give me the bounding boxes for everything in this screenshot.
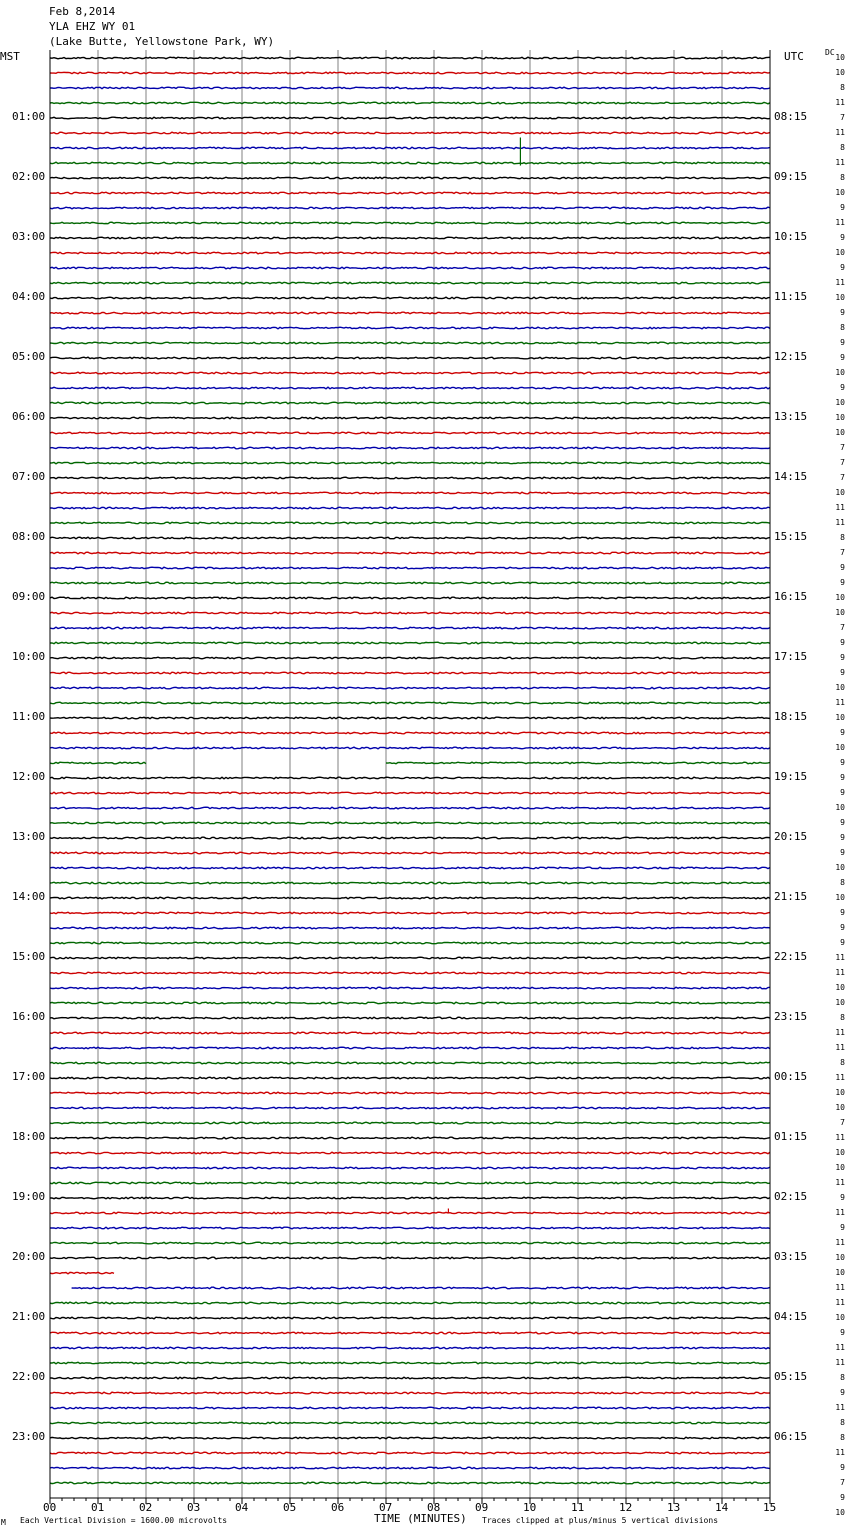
seismic-trace [72,1287,770,1289]
dc-value: 10 [835,488,845,497]
dc-value: 8 [840,1373,845,1382]
left-hour-label: 02:00 [12,170,46,183]
right-hour-label: 23:15 [774,1010,808,1023]
dc-value: 10 [835,713,845,722]
dc-value: 9 [840,848,845,857]
x-tick-label: 15 [763,1501,777,1514]
dc-value: 11 [835,1298,845,1307]
dc-value: 7 [840,1118,845,1127]
x-tick-label: 12 [619,1501,633,1514]
seismic-trace [50,1317,770,1319]
left-hour-label: 04:00 [12,290,46,303]
dc-value: 10 [835,1508,845,1517]
seismic-trace [50,147,770,149]
x-tick-label: 00 [43,1501,57,1514]
x-tick-label: 06 [331,1501,345,1514]
seismic-trace [50,267,770,269]
seismic-trace [50,657,770,659]
right-hour-label: 16:15 [774,590,808,603]
x-tick-label: 14 [715,1501,729,1514]
dc-value: 11 [835,518,845,527]
dc-value: 8 [840,1433,845,1442]
dc-value: 9 [840,1193,845,1202]
dc-value: 10 [835,608,845,617]
seismic-trace [50,1392,770,1394]
dc-value: 9 [840,308,845,317]
seismic-trace [50,1182,770,1184]
dc-value: 11 [835,98,845,107]
dc-value: 10 [835,803,845,812]
dc-value: 10 [835,1253,845,1262]
left-hour-label: 06:00 [12,410,46,423]
left-hour-label: 16:00 [12,1010,46,1023]
seismic-trace [50,1197,770,1199]
seismic-trace [50,237,770,239]
seismic-trace [50,417,770,419]
left-hour-label: 11:00 [12,710,46,723]
right-hour-label: 03:15 [774,1250,808,1263]
dc-value: 11 [835,278,845,287]
x-tick-label: 08 [427,1501,441,1514]
right-hour-label: 15:15 [774,530,808,543]
dc-value: 7 [840,113,845,122]
seismic-trace [50,312,770,314]
scale-note: Each Vertical Division = 1600.00 microvolts [20,1516,228,1525]
dc-value: 9 [840,833,845,842]
right-hour-label: 17:15 [774,650,808,663]
dc-value: 10 [835,1148,845,1157]
dc-value: 10 [835,53,845,62]
x-axis-label: TIME (MINUTES) [374,1512,467,1525]
seismic-trace [50,1077,770,1079]
left-hour-label: 10:00 [12,650,46,663]
seismic-trace [50,702,770,704]
seismic-traces [50,57,770,1484]
dc-value: 10 [835,293,845,302]
seismic-trace [50,822,770,824]
dc-value: 9 [840,383,845,392]
seismic-trace [50,882,770,884]
dc-value: 10 [835,893,845,902]
seismic-trace [50,402,770,404]
dc-value: 11 [835,1448,845,1457]
right-hour-label: 11:15 [774,290,808,303]
seismic-trace [50,972,770,974]
left-hour-label: 07:00 [12,470,46,483]
seismic-trace [50,732,770,734]
seismic-trace [50,387,770,389]
seismic-trace [50,777,770,779]
seismic-trace [50,867,770,869]
seismic-trace [50,477,770,479]
x-tick-label: 01 [91,1501,105,1514]
dc-value: 11 [835,1358,845,1367]
seismic-trace [50,717,770,719]
right-hour-label: 19:15 [774,770,808,783]
seismic-trace [50,132,770,134]
right-hour-label: 00:15 [774,1070,808,1083]
seismic-trace [50,342,770,344]
seismic-trace [50,597,770,599]
seismic-trace [50,1272,114,1274]
seismic-trace [50,927,770,929]
seismic-trace [50,1167,770,1169]
dc-value: 9 [840,1463,845,1472]
left-hour-label: 01:00 [12,110,46,123]
seismic-trace [50,57,770,59]
left-axis-title: MST [0,50,20,63]
seismic-trace [50,357,770,359]
left-hour-label: 14:00 [12,890,46,903]
seismic-trace [50,1062,770,1064]
right-hour-label: 12:15 [774,350,808,363]
left-hour-label: 20:00 [12,1250,46,1263]
dc-value: 7 [840,623,845,632]
x-tick-label: 09 [475,1501,489,1514]
seismic-trace [50,1257,770,1259]
seismic-trace [50,837,770,839]
right-hour-label: 20:15 [774,830,808,843]
seismic-trace [50,432,770,434]
left-hour-label: 03:00 [12,230,46,243]
dc-value: 9 [840,1328,845,1337]
seismic-trace [50,1467,770,1469]
left-hour-label: 18:00 [12,1130,46,1143]
dc-value: 10 [835,1163,845,1172]
dc-value: 10 [835,683,845,692]
right-hour-label: 10:15 [774,230,808,243]
dc-value: 9 [840,563,845,572]
seismic-trace [50,582,770,584]
dc-value: 8 [840,878,845,887]
seismic-trace [50,522,770,524]
x-tick-label: 05 [283,1501,297,1514]
dc-value: 10 [835,1088,845,1097]
dc-value: 10 [835,248,845,257]
seismic-trace [50,747,770,749]
seismic-trace [50,672,770,674]
seismic-trace [50,1032,770,1034]
seismic-trace [50,192,770,194]
seismic-trace [50,1092,770,1094]
x-tick-label: 04 [235,1501,249,1514]
dc-value: 9 [840,668,845,677]
dc-value: 9 [840,1223,845,1232]
dc-value: 9 [840,1388,845,1397]
right-hour-label: 09:15 [774,170,808,183]
dc-value: 10 [835,368,845,377]
seismic-trace [50,1302,770,1304]
seismic-trace [50,222,770,224]
dc-value: 7 [840,443,845,452]
dc-value: 9 [840,338,845,347]
dc-value: 11 [835,968,845,977]
seismic-trace [50,552,770,554]
seismic-trace [50,162,770,164]
dc-value: 7 [840,1478,845,1487]
left-hour-label: 08:00 [12,530,46,543]
seismic-trace [50,642,770,644]
dc-value: 10 [835,593,845,602]
x-tick-label: 11 [571,1501,585,1514]
seismic-trace [50,1242,770,1244]
dc-value: 11 [835,158,845,167]
dc-header: DC [825,48,835,57]
dc-value: 8 [840,1013,845,1022]
dc-value: 10 [835,983,845,992]
dc-value: 10 [835,1268,845,1277]
seismic-trace [50,282,770,284]
dc-value: 11 [835,218,845,227]
dc-value: 7 [840,473,845,482]
seismic-trace [50,1152,770,1154]
seismic-trace [50,1407,770,1409]
seismic-trace [50,327,770,329]
dc-value: 11 [835,1133,845,1142]
dc-value: 11 [835,503,845,512]
seismic-trace [50,1332,770,1334]
seismic-trace [50,1002,770,1004]
dc-value: 10 [835,1313,845,1322]
seismic-trace [50,507,770,509]
dc-value: 9 [840,578,845,587]
dc-value: 11 [835,1178,845,1187]
dc-value: 11 [835,1343,845,1352]
dc-value: 7 [840,458,845,467]
seismic-trace [50,537,770,539]
left-hour-label: 12:00 [12,770,46,783]
left-hour-label: 21:00 [12,1310,46,1323]
seismic-trace [50,612,770,614]
dc-value: 10 [835,413,845,422]
seismic-trace [50,372,770,374]
dc-value: 9 [840,938,845,947]
dc-value: 8 [840,1058,845,1067]
dc-value: 11 [835,1208,845,1217]
dc-value: 9 [840,923,845,932]
right-hour-label: 06:15 [774,1430,808,1443]
dc-value: 10 [835,68,845,77]
seismic-trace [50,1122,770,1124]
left-hour-label: 17:00 [12,1070,46,1083]
seismic-trace [50,492,770,494]
corner-mark: M [1,1518,6,1527]
seismic-trace [50,177,770,179]
seismic-trace [50,957,770,959]
right-hour-label: 05:15 [774,1370,808,1383]
left-hour-label: 19:00 [12,1190,46,1203]
seismic-trace [50,762,146,764]
dc-value: 11 [835,1073,845,1082]
dc-value: 8 [840,1418,845,1427]
seismic-trace [50,252,770,254]
dc-value: 10 [835,998,845,1007]
seismic-trace [50,942,770,944]
right-hour-label: 14:15 [774,470,808,483]
dc-value: 9 [840,818,845,827]
seismic-trace [50,1227,770,1229]
station-location: (Lake Butte, Yellowstone Park, WY) [49,35,275,48]
x-tick-label: 03 [187,1501,201,1514]
right-hour-label: 01:15 [774,1130,808,1143]
seismic-trace [50,912,770,914]
seismic-trace [50,1422,770,1424]
dc-value: 11 [835,1238,845,1247]
plot-date: Feb 8,2014 [49,5,116,18]
left-hour-label: 13:00 [12,830,46,843]
dc-value: 9 [840,638,845,647]
seismic-trace [50,297,770,299]
dc-value: 8 [840,323,845,332]
dc-value: 9 [840,203,845,212]
seismic-trace [50,1377,770,1379]
seismic-trace [50,852,770,854]
seismic-trace [50,1212,770,1214]
seismic-trace [50,627,770,629]
dc-value: 11 [835,1043,845,1052]
dc-value: 9 [840,758,845,767]
dc-value: 10 [835,1103,845,1112]
seismic-trace [50,1137,770,1139]
dc-value: 9 [840,653,845,662]
dc-value: 11 [835,953,845,962]
station-code: YLA EHZ WY 01 [49,20,136,33]
left-hour-label: 15:00 [12,950,46,963]
dc-value: 8 [840,143,845,152]
dc-value: 11 [835,1283,845,1292]
seismic-trace [50,1347,770,1349]
dc-value: 11 [835,1403,845,1412]
x-tick-label: 10 [523,1501,537,1514]
right-hour-label: 04:15 [774,1310,808,1323]
dc-value: 11 [835,128,845,137]
left-hour-label: 23:00 [12,1430,46,1443]
left-hour-label: 22:00 [12,1370,46,1383]
seismic-trace [50,987,770,989]
right-hour-label: 21:15 [774,890,808,903]
dc-value: 8 [840,83,845,92]
dc-value: 8 [840,533,845,542]
dc-value: 8 [840,173,845,182]
dc-value: 11 [835,1028,845,1037]
dc-value: 10 [835,863,845,872]
dc-value: 9 [840,1493,845,1502]
right-hour-label: 13:15 [774,410,808,423]
dc-value: 10 [835,428,845,437]
dc-value: 7 [840,548,845,557]
dc-value: 9 [840,773,845,782]
seismic-trace [50,1482,770,1484]
seismic-trace [50,87,770,89]
seismic-trace [50,1017,770,1019]
seismic-trace [50,462,770,464]
dc-value: 9 [840,233,845,242]
clip-note: Traces clipped at plus/minus 5 vertical divisions [482,1516,719,1525]
right-hour-label: 18:15 [774,710,808,723]
seismic-trace [50,72,770,74]
seismic-trace [50,447,770,449]
dc-value: 9 [840,263,845,272]
right-hour-label: 22:15 [774,950,808,963]
seismic-trace [50,1047,770,1049]
dc-value: 9 [840,353,845,362]
seismic-trace [50,1107,770,1109]
seismic-trace [50,897,770,899]
dc-value: 9 [840,728,845,737]
seismic-trace [50,1437,770,1439]
x-tick-label: 13 [667,1501,681,1514]
dc-value: 11 [835,698,845,707]
seismic-trace [50,1452,770,1454]
x-tick-label: 02 [139,1501,153,1514]
right-axis-title: UTC [784,50,804,63]
x-tick-label: 07 [379,1501,393,1514]
dc-value: 10 [835,743,845,752]
seismic-trace [50,687,770,689]
seismic-trace [50,117,770,119]
dc-value: 10 [835,398,845,407]
right-hour-label: 08:15 [774,110,808,123]
dc-value: 10 [835,188,845,197]
left-hour-label: 09:00 [12,590,46,603]
right-hour-label: 02:15 [774,1190,808,1203]
dc-value: 9 [840,788,845,797]
left-hour-label: 05:00 [12,350,46,363]
dc-value: 9 [840,908,845,917]
seismic-trace [50,567,770,569]
seismic-trace [50,807,770,809]
seismic-trace [50,1362,770,1364]
seismic-trace [50,102,770,104]
seismic-trace [50,207,770,209]
seismic-trace [50,792,770,794]
